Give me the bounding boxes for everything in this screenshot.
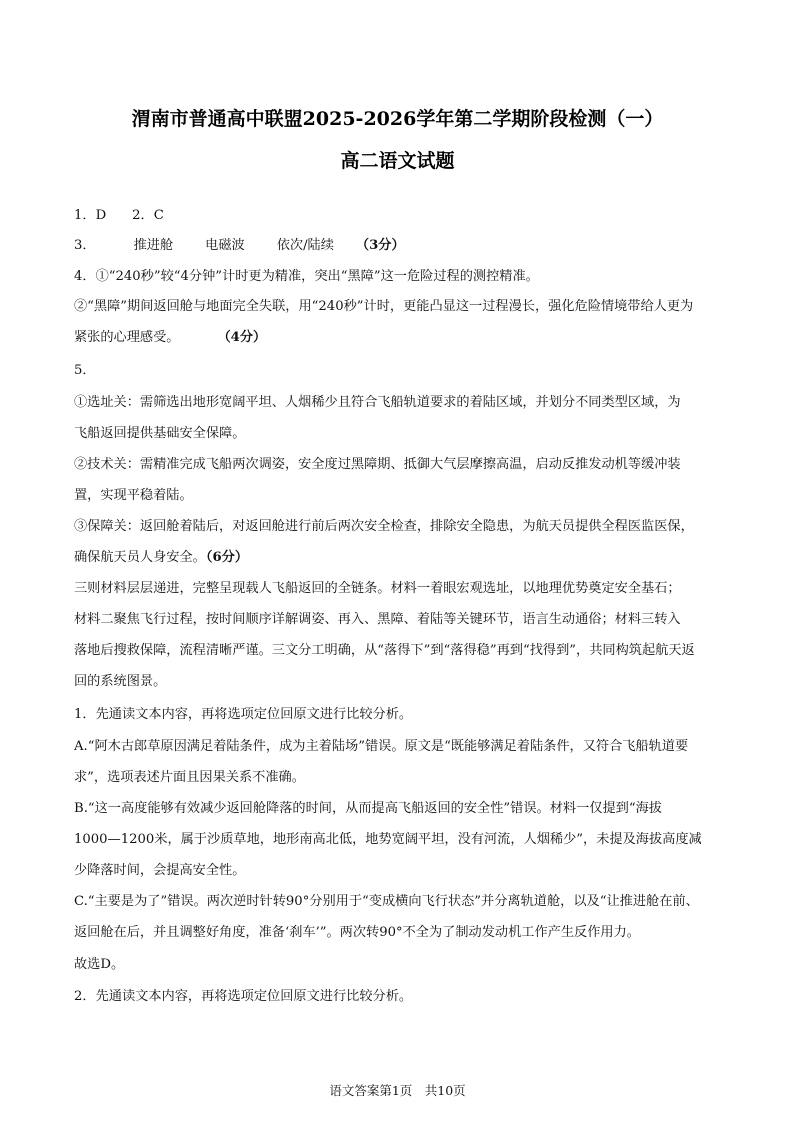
answer-q3-word-3: 依次/陆续 (276, 238, 334, 253)
explain-q1-intro: 1．先通读文本内容，再将选项定位回原文进行比较分析。 (74, 707, 413, 722)
explain-option-b-line-1: B.“这一高度能够有效减少返回舱降落的时间，从而提高飞船返回的安全性”错误。材料一仅提到“海拔 (74, 801, 662, 816)
answer-q5-line-1: ①选址关：需筛选出地形宽阔平坦、人烟稀少且符合飞船轨道要求的着陆区域，并划分不同类型区域，为 (74, 395, 681, 410)
answer-q5-line-4: 置，实现平稳着陆。 (74, 488, 193, 503)
explain-q1-choice: 故选D。 (74, 957, 125, 972)
answer-q4-line-3 (74, 329, 266, 347)
answer-q6-line-3: 落地后搜救保障，流程清晰严谨。三文分工明确，从“落得下”到“落得稳”再到“找得到”，共同构筑起航天返 (74, 643, 695, 658)
answer-q6-line-2: 材料二聚焦飞行过程，按时间顺序详解调姿、再入、黑障、着陆等关键环节，语言生动通俗；材料三转入 (74, 612, 681, 627)
explain-option-a-line-1: A.“阿木古郎草原因满足着陆条件，成为主着陆场”错误。原文是“既能够满足着陆条件，又符合飞船轨道要 (74, 739, 689, 754)
explain-q2-intro: 2．先通读文本内容，再将选项定位回原文进行比较分析。 (74, 989, 413, 1004)
answer-q4-line-1: 4．①“240秒”较“4分钟”计时更为精准，突出“黑障”这一危险过程的测控精准。 (74, 269, 539, 284)
answer-q2: 2．C (132, 208, 164, 223)
explain-option-c-line-1: C.“主要是为了”错误。两次逆时针转90°分别用于“变成横向飞行状态”并分离轨道舱，以及“让推进舱在前、 (74, 894, 699, 909)
answer-q5-score: （6分） (205, 550, 249, 565)
answer-q4-text: 紧张的心理感受。 (74, 330, 180, 345)
answer-row-3 (74, 237, 405, 255)
answer-q4-score: （4分） (217, 330, 267, 345)
answer-q4-line-2: ②“黑障”期间返回舱与地面完全失联，用“240秒”计时，更能凸显这一过程漫长，强化危险情境带给人更为 (74, 299, 694, 314)
answer-q3-number: 3． (74, 238, 96, 253)
explain-option-b-line-2: 1000—1200米，属于沙质草地，地形南高北低，地势宽阔平坦，没有河流，人烟稀少”，未提及海拔高度减 (74, 832, 702, 847)
page-footer: 语文答案第1页 共10页 (329, 1083, 466, 1098)
answer-row-1-2 (74, 207, 164, 225)
explain-option-c-line-2: 返回舱在后，并且调整好角度，准备‘刹车’”。两次转90°不全为了制动发动机工作产生反作用力。 (74, 925, 640, 940)
answer-q1: 1．D (74, 208, 107, 223)
answer-q6-line-1: 三则材料层层递进，完整呈现载人飞船返回的全链条。材料一着眼宏观选址，以地理优势奠定安全基石； (74, 581, 681, 596)
answer-q5-line-2: 飞船返回提供基础安全保障。 (74, 426, 246, 441)
answer-q3-word-2: 电磁波 (205, 238, 245, 253)
answer-q3-word-1: 推进舱 (133, 238, 174, 253)
document-title: 渭南市普通高中联盟2025-2026学年第二学期阶段检测（一） (131, 108, 664, 130)
document-subtitle: 高二语文试题 (340, 150, 455, 172)
answer-q3-score: （3分） (355, 238, 405, 253)
explain-option-a-line-2: 求”，选项表述片面且因果关系不准确。 (74, 770, 305, 785)
answer-q5-number: 5． (74, 363, 96, 378)
answer-q5-line-6 (74, 549, 248, 567)
answer-q5-text: 确保航天员人身安全。 (74, 550, 206, 565)
explain-option-b-line-3: 少降落时间，会提高安全性。 (74, 863, 246, 878)
answer-q5-line-3: ②技术关：需精准完成飞船两次调姿，安全度过黑障期、抵御大气层摩擦高温，启动反推发动机等缓冲装 (74, 457, 681, 472)
answer-q6-line-4: 回的系统图景。 (74, 674, 167, 689)
answer-q5-line-5: ③保障关：返回舱着陆后，对返回舱进行前后两次安全检查，排除安全隐患，为航天员提供全程医监医保， (74, 519, 694, 534)
